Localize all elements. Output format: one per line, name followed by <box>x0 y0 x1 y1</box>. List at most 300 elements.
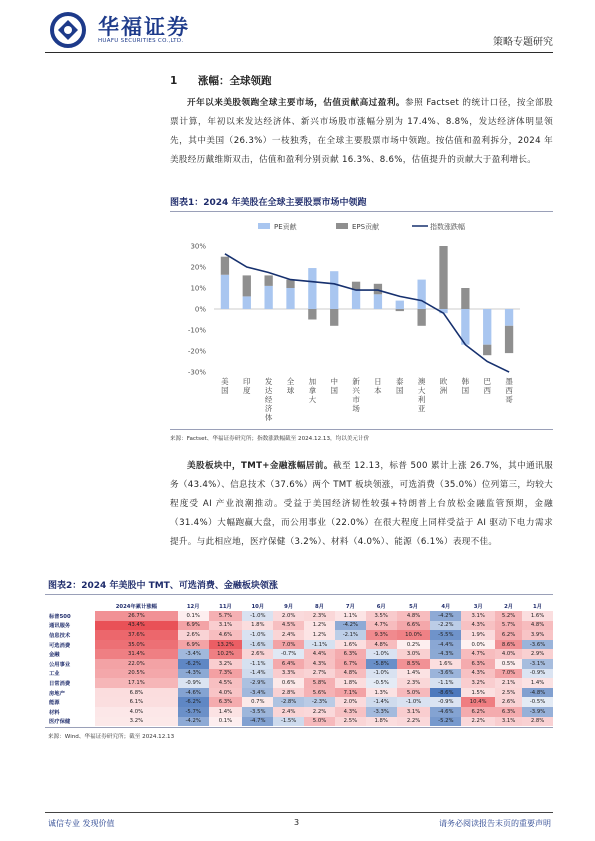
heatmap-column-header: 12月 <box>186 604 200 610</box>
heatmap-cell: 0.2% <box>397 640 431 650</box>
footer-disclaimer: 请务必阅读报告末页的重要声明 <box>439 819 551 828</box>
heatmap-cell: 1.8% <box>242 621 273 631</box>
heatmap-cell: -6.2% <box>178 697 209 707</box>
heatmap-row-label: 医疗保健 <box>49 719 71 726</box>
heatmap-ytd-cell: 6.1% <box>95 697 178 707</box>
heatmap-cell: 8.6% <box>495 640 522 650</box>
heatmap-cell: 1.6% <box>335 640 366 650</box>
heatmap-cell: -1.4% <box>366 697 397 707</box>
heatmap-cell: -5.7% <box>178 707 209 717</box>
heatmap-cell: -4.8% <box>522 688 553 698</box>
svg-text:经: 经 <box>264 395 273 404</box>
heatmap-cell: -0.9% <box>522 669 553 679</box>
heatmap-cell: -4.6% <box>430 707 461 717</box>
heatmap-cell: -1.1% <box>304 640 335 650</box>
heatmap-cell: -3.3% <box>366 707 397 717</box>
heatmap-cell: 4.8% <box>397 611 431 621</box>
heatmap-ytd-cell: 31.4% <box>95 649 178 659</box>
heatmap-cell: 10.2% <box>209 649 243 659</box>
heatmap-row <box>47 659 553 669</box>
eps-bar <box>461 288 469 309</box>
figure-2-source: 来源：Wind、华福证券研究所；截至 2024.12.13 <box>48 734 175 740</box>
x-category-label <box>462 376 470 395</box>
heatmap-row <box>47 717 553 727</box>
paragraph-1 <box>170 94 553 170</box>
heatmap-cell: 2.1% <box>495 678 522 688</box>
heatmap-cell: -1.1% <box>430 678 461 688</box>
logo-chinese-name: 华福证券 <box>98 14 190 39</box>
heatmap-cell: 6.3% <box>209 697 243 707</box>
heatmap-cell: 3.1% <box>397 707 431 717</box>
y-tick-label: 0% <box>194 305 206 314</box>
sector-heatmap-table <box>47 601 553 726</box>
heatmap-row <box>47 688 553 698</box>
heatmap-cell: 9.3% <box>366 630 397 640</box>
heatmap-row-label: 通讯服务 <box>49 623 71 630</box>
heatmap-cell: -3.6% <box>430 669 461 679</box>
heatmap-cell: 1.8% <box>335 678 366 688</box>
heatmap-ytd-cell: 20.5% <box>95 669 178 679</box>
heatmap-cell: 1.4% <box>209 707 243 717</box>
heatmap-cell: 1.8% <box>366 717 397 727</box>
heatmap-cell: -3.1% <box>522 659 553 669</box>
heatmap-cell: 1.6% <box>522 611 553 621</box>
index-return-chart <box>170 213 553 428</box>
heatmap-cell: 4.5% <box>273 621 304 631</box>
heatmap-cell: -2.1% <box>335 630 366 640</box>
svg-text:度: 度 <box>243 386 251 395</box>
svg-text:国: 国 <box>221 386 229 395</box>
logo-english-name: HUAFU SECURITIES CO.,LTD. <box>98 38 184 44</box>
heatmap-cell: 1.6% <box>430 659 461 669</box>
heatmap-cell: 3.0% <box>397 649 431 659</box>
heatmap-cell: 2.2% <box>461 717 495 727</box>
heatmap-ytd-cell: 4.0% <box>95 707 178 717</box>
paragraph-2-body: 截至 12.13，标普 500 累计上涨 26.7%，其中通讯服务（43.4%）、信息技术（37.6%）两个 TMT 板块领涨，可选消费（35.0%）位列第三，均较大程度受 AI 产业浪潮推动。受益于美国经济韧性较强+特朗普上台放松金融监管预期，金融（31.4%）大幅跑赢大盘，而公用事业（22.0%）在很大程度上同样受益于 AI 驱动下电力需求提升。与此相应地，医疗保健（3.2%）、材料（4.0%）、能源（6.1%）表现不佳。 <box>170 461 554 547</box>
footer-divider <box>45 812 553 813</box>
report-type: 策略专题研究 <box>493 37 553 48</box>
heatmap-cell: 4.8% <box>522 621 553 631</box>
heatmap-cell: -8.6% <box>430 688 461 698</box>
heatmap-cell: -0.5% <box>522 697 553 707</box>
heatmap-cell: 7.1% <box>335 688 366 698</box>
heatmap-cell: -4.2% <box>430 611 461 621</box>
heatmap-column-header: 5月 <box>409 604 419 610</box>
heatmap-cell: -0.9% <box>178 678 209 688</box>
eps-bar <box>439 246 447 309</box>
heatmap-cell: 4.0% <box>209 688 243 698</box>
heatmap-row <box>47 697 553 707</box>
heatmap-cell: 3.9% <box>522 630 553 640</box>
heatmap-row <box>47 630 553 640</box>
heatmap-cell: -0.9% <box>430 697 461 707</box>
heatmap-cell: 6.6% <box>397 621 431 631</box>
x-category-label <box>483 377 491 395</box>
heatmap-cell: 3.3% <box>273 669 304 679</box>
pe-bar <box>483 309 491 345</box>
heatmap-column-header: 6月 <box>376 604 386 610</box>
heatmap-row <box>47 611 553 621</box>
heatmap-cell: 4.3% <box>304 659 335 669</box>
paragraph-2-lead: 美股板块中，TMT+金融涨幅居前。 <box>187 461 333 471</box>
legend-swatch-0 <box>258 223 270 229</box>
heatmap-cell: -3.5% <box>242 707 273 717</box>
heatmap-cell: 2.4% <box>273 630 304 640</box>
heatmap-cell: -1.0% <box>242 630 273 640</box>
heatmap-cell: 1.1% <box>335 611 366 621</box>
pe-bar <box>396 301 404 309</box>
y-tick-label: 30% <box>190 242 206 251</box>
x-category-label <box>418 376 426 413</box>
heatmap-row-label: 金融 <box>49 652 60 659</box>
heatmap-cell: -4.6% <box>178 688 209 698</box>
x-category-label <box>287 376 295 395</box>
paragraph-2 <box>170 457 553 552</box>
heatmap-cell: 4.7% <box>366 621 397 631</box>
pe-bar <box>264 286 272 309</box>
paragraph-1-body: 参照 Factset 的统计口径，按全部股票计算，年初以来发达经济体、新兴市场股市涨幅分别为 17.4%、8.8%，发达经济体明显领先，其中美国（26.3%）一枝独秀，在全球主要股票市场中领跑。按估值和盈利拆分，2024 年美股经历戴维斯双击，估值和盈利分别贡献 16.3%、8.6%，估值提升的贡献大于盈利增长。 <box>170 98 553 165</box>
pe-bar <box>374 294 382 309</box>
heatmap-cell: -3.9% <box>522 707 553 717</box>
heatmap-ytd-cell: 35.0% <box>95 640 178 650</box>
heatmap-column-header: 4月 <box>441 604 451 610</box>
heatmap-ytd-cell: 17.1% <box>95 678 178 688</box>
heatmap-cell: 0.7% <box>242 697 273 707</box>
heatmap-row-label: 能源 <box>49 700 60 707</box>
heatmap-column-header: 9月 <box>284 604 294 610</box>
x-category-label <box>221 376 229 395</box>
heatmap-cell: -1.0% <box>397 697 431 707</box>
heatmap-cell: 4.8% <box>366 640 397 650</box>
heatmap-cell: 10.0% <box>397 630 431 640</box>
heatmap-header-row <box>47 601 553 611</box>
heatmap-row-label: 信息技术 <box>49 632 71 639</box>
svg-text:达: 达 <box>264 386 273 395</box>
paragraph-1-lead: 开年以来美股领跑全球主要市场，估值贡献高过盈利。 <box>187 98 405 108</box>
heatmap-row-label: 可选消费 <box>49 642 71 649</box>
heatmap-cell: 6.3% <box>335 649 366 659</box>
svg-text:发: 发 <box>264 377 273 386</box>
heatmap-cell: -3.6% <box>522 640 553 650</box>
heatmap-cell: 1.2% <box>304 630 335 640</box>
svg-text:大: 大 <box>308 395 317 404</box>
heatmap-cell: 2.9% <box>522 649 553 659</box>
heatmap-cell: -1.1% <box>242 659 273 669</box>
heatmap-cell: -1.4% <box>242 669 273 679</box>
heatmap-ytd-cell: 37.6% <box>95 630 178 640</box>
svg-text:济: 济 <box>264 404 273 413</box>
svg-text:市: 市 <box>352 395 360 404</box>
heatmap-cell: 1.5% <box>461 688 495 698</box>
svg-text:日: 日 <box>374 377 382 386</box>
figure-2-top-rule <box>45 594 553 595</box>
heatmap-ytd-cell: 6.8% <box>95 688 178 698</box>
eps-bar <box>243 275 251 296</box>
svg-text:球: 球 <box>286 386 295 395</box>
pe-bar <box>417 280 425 309</box>
footer-slogan: 诚信专业 发现价值 <box>48 819 115 828</box>
heatmap-row <box>47 649 553 659</box>
svg-text:西: 西 <box>505 386 513 395</box>
heatmap-cell: 4.0% <box>495 649 522 659</box>
x-category-label <box>352 376 360 413</box>
heatmap-cell: 4.4% <box>304 649 335 659</box>
heatmap-row-label: 房地产 <box>49 690 65 697</box>
heatmap-cell: 0.6% <box>273 678 304 688</box>
x-category-label <box>243 376 251 395</box>
heatmap-cell: 6.4% <box>273 659 304 669</box>
svg-text:韩: 韩 <box>461 377 470 386</box>
figure-1-top-rule <box>170 211 553 212</box>
heatmap-cell: 2.3% <box>304 611 335 621</box>
heatmap-cell: 4.3% <box>461 669 495 679</box>
heatmap-cell: 2.2% <box>304 707 335 717</box>
svg-text:哥: 哥 <box>505 395 513 404</box>
heatmap-cell: 2.7% <box>304 669 335 679</box>
svg-text:国: 国 <box>461 386 470 395</box>
heatmap-cell: -5.2% <box>430 717 461 727</box>
eps-bar <box>221 257 229 275</box>
svg-text:场: 场 <box>352 404 360 413</box>
figure-1-source: 来源：Factset、华福证券研究所；指数涨跌幅截至 2024.12.13，均以美元计价 <box>170 436 370 442</box>
eps-bar <box>374 284 382 295</box>
heatmap-cell: 1.4% <box>397 669 431 679</box>
svg-text:泰: 泰 <box>396 377 404 386</box>
heatmap-cell: 0.5% <box>495 659 522 669</box>
svg-text:新: 新 <box>352 377 360 386</box>
heatmap-row <box>47 621 553 631</box>
x-category-label <box>265 376 273 422</box>
svg-text:中: 中 <box>330 377 338 386</box>
svg-text:印: 印 <box>243 377 251 386</box>
heatmap-cell: -3.4% <box>242 688 273 698</box>
pe-bar <box>330 271 338 309</box>
heatmap-cell: -3.4% <box>178 649 209 659</box>
heatmap-cell: 1.4% <box>522 678 553 688</box>
eps-bar <box>396 309 404 311</box>
legend-swatch-1 <box>336 223 348 229</box>
heatmap-cell: 3.1% <box>461 611 495 621</box>
section-title: 涨幅：全球领跑 <box>198 75 272 87</box>
figure-2-title: 图表2：2024 年美股中 TMT、可选消费、金融板块领涨 <box>48 581 278 591</box>
heatmap-cell: -0.5% <box>366 678 397 688</box>
heatmap-cell: 4.5% <box>209 678 243 688</box>
page-number: 3 <box>294 818 300 827</box>
heatmap-cell: 5.7% <box>209 611 243 621</box>
heatmap-cell: -0.7% <box>273 649 304 659</box>
heatmap-cell: 0.1% <box>209 717 243 727</box>
heatmap-cell: 2.6% <box>242 649 273 659</box>
heatmap-cell: 2.3% <box>397 678 431 688</box>
svg-text:澳: 澳 <box>417 377 426 386</box>
heatmap-cell: 3.1% <box>209 621 243 631</box>
eps-bar <box>330 309 338 326</box>
heatmap-cell: 5.7% <box>495 621 522 631</box>
heatmap-cell: 5.0% <box>304 717 335 727</box>
heatmap-cell: -2.2% <box>430 621 461 631</box>
heatmap-cell: 4.3% <box>335 707 366 717</box>
heatmap-cell: 6.2% <box>495 630 522 640</box>
heatmap-cell: 0.1% <box>178 611 209 621</box>
heatmap-cell: 2.5% <box>335 717 366 727</box>
heatmap-ytd-cell: 3.2% <box>95 717 178 727</box>
heatmap-row <box>47 707 553 717</box>
heatmap-cell: -1.5% <box>273 717 304 727</box>
heatmap-cell: 2.6% <box>178 630 209 640</box>
svg-text:利: 利 <box>417 395 426 404</box>
heatmap-cell: 4.3% <box>461 621 495 631</box>
y-tick-label: -30% <box>187 368 206 377</box>
heatmap-row <box>47 669 553 679</box>
heatmap-cell: -4.3% <box>178 669 209 679</box>
x-category-label <box>374 377 382 395</box>
heatmap-row-label: 日常消费 <box>49 680 71 687</box>
pe-bar <box>505 309 513 326</box>
eps-bar <box>308 309 316 320</box>
heatmap-cell: 2.8% <box>273 688 304 698</box>
svg-text:大: 大 <box>417 386 426 395</box>
svg-text:欧: 欧 <box>439 377 448 386</box>
section-number: 1 <box>170 75 178 87</box>
heatmap-cell: 3.2% <box>461 678 495 688</box>
pe-bar <box>221 275 229 309</box>
y-tick-label: 20% <box>190 263 206 272</box>
heatmap-cell: 6.3% <box>461 659 495 669</box>
pe-bar <box>286 288 294 309</box>
heatmap-cell: 7.0% <box>495 669 522 679</box>
heatmap-cell: 2.4% <box>273 707 304 717</box>
y-tick-label: -10% <box>187 326 206 335</box>
heatmap-column-header: 10月 <box>251 604 265 610</box>
heatmap-cell: 10.4% <box>461 697 495 707</box>
huafu-logo-icon <box>50 12 86 48</box>
heatmap-cell: -4.4% <box>430 640 461 650</box>
x-category-label <box>396 376 404 395</box>
y-tick-label: 10% <box>190 284 206 293</box>
heatmap-cell: 6.7% <box>335 659 366 669</box>
legend-label-1: EPS贡献 <box>352 223 380 231</box>
eps-bar <box>417 309 425 326</box>
heatmap-cell: 1.3% <box>366 688 397 698</box>
heatmap-cell: -1.0% <box>366 649 397 659</box>
header-divider <box>45 52 553 53</box>
heatmap-cell: -2.9% <box>242 678 273 688</box>
pe-bar <box>243 296 251 309</box>
heatmap-cell: -1.0% <box>366 669 397 679</box>
x-category-label <box>505 376 513 404</box>
heatmap-column-header: 1月 <box>533 604 543 610</box>
heatmap-cell: 5.6% <box>304 688 335 698</box>
heatmap-cell: -4.2% <box>178 717 209 727</box>
figure-1-bottom-rule <box>170 429 553 430</box>
y-tick-label: -20% <box>187 347 206 356</box>
heatmap-row <box>47 678 553 688</box>
svg-text:拿: 拿 <box>308 386 317 395</box>
heatmap-cell: 1.2% <box>304 621 335 631</box>
heatmap-cell: 7.3% <box>209 669 243 679</box>
svg-text:亚: 亚 <box>417 404 426 413</box>
svg-text:墨: 墨 <box>505 377 513 386</box>
heatmap-cell: 6.9% <box>178 640 209 650</box>
heatmap-cell: 13.2% <box>209 640 243 650</box>
heatmap-cell: 2.5% <box>495 688 522 698</box>
x-category-label <box>309 376 317 404</box>
heatmap-column-header: 2月 <box>504 604 514 610</box>
heatmap-cell: -1.0% <box>242 611 273 621</box>
heatmap-cell: -4.2% <box>335 621 366 631</box>
heatmap-cell: 5.8% <box>304 678 335 688</box>
figure-1-title: 图表1：2024 年美股在全球主要股票市场中领跑 <box>170 198 367 208</box>
heatmap-cell: -5.8% <box>366 659 397 669</box>
heatmap-cell: 6.2% <box>461 707 495 717</box>
svg-text:国: 国 <box>396 386 404 395</box>
heatmap-cell: 6.3% <box>495 707 522 717</box>
heatmap-cell: 2.0% <box>273 611 304 621</box>
heatmap-cell: -2.3% <box>304 697 335 707</box>
svg-text:美: 美 <box>221 377 229 386</box>
heatmap-column-header: 2024年累计涨幅 <box>115 604 157 610</box>
heatmap-cell: 6.9% <box>178 621 209 631</box>
svg-text:加: 加 <box>308 377 317 386</box>
svg-text:全: 全 <box>286 377 295 386</box>
heatmap-row-label: 公用事业 <box>49 661 71 668</box>
heatmap-cell: 4.7% <box>461 649 495 659</box>
eps-bar <box>505 326 513 353</box>
heatmap-row-label: 工业 <box>49 671 60 678</box>
heatmap-column-header: 8月 <box>315 604 325 610</box>
heatmap-cell: 7.0% <box>273 640 304 650</box>
x-category-label <box>440 376 448 395</box>
svg-text:国: 国 <box>330 386 338 395</box>
heatmap-cell: 4.6% <box>209 630 243 640</box>
heatmap-cell: 3.1% <box>495 717 522 727</box>
heatmap-cell: -1.6% <box>242 640 273 650</box>
figure-2-bottom-rule <box>45 727 553 728</box>
heatmap-row <box>47 640 553 650</box>
heatmap-corner <box>47 601 95 611</box>
heatmap-cell: -4.3% <box>430 649 461 659</box>
heatmap-cell: 5.2% <box>495 611 522 621</box>
eps-bar <box>483 345 491 356</box>
x-category-label <box>330 376 338 395</box>
heatmap-ytd-cell: 43.4% <box>95 621 178 631</box>
heatmap-cell: 2.6% <box>495 697 522 707</box>
eps-bar <box>264 275 272 286</box>
heatmap-cell: -4.7% <box>242 717 273 727</box>
heatmap-row-label: 标普500 <box>49 613 71 620</box>
heatmap-cell: -2.8% <box>273 697 304 707</box>
heatmap-cell: 2.0% <box>335 697 366 707</box>
heatmap-cell: -6.2% <box>178 659 209 669</box>
heatmap-cell: 5.0% <box>397 688 431 698</box>
heatmap-cell: 2.2% <box>397 717 431 727</box>
heatmap-cell: 8.5% <box>397 659 431 669</box>
pe-bar <box>352 290 360 309</box>
section-heading <box>170 73 272 88</box>
heatmap-cell: 4.8% <box>335 669 366 679</box>
heatmap-column-header: 3月 <box>473 604 483 610</box>
heatmap-cell: -5.5% <box>430 630 461 640</box>
legend-label-2: 指数涨跌幅 <box>430 223 465 231</box>
heatmap-cell: 3.5% <box>366 611 397 621</box>
heatmap-cell: 2.8% <box>522 717 553 727</box>
svg-text:体: 体 <box>264 413 273 422</box>
heatmap-ytd-cell: 26.7% <box>95 611 178 621</box>
heatmap-column-header: 7月 <box>345 604 355 610</box>
heatmap-cell: 1.9% <box>461 630 495 640</box>
legend-label-0: PE贡献 <box>274 223 297 231</box>
svg-text:洲: 洲 <box>439 386 448 395</box>
